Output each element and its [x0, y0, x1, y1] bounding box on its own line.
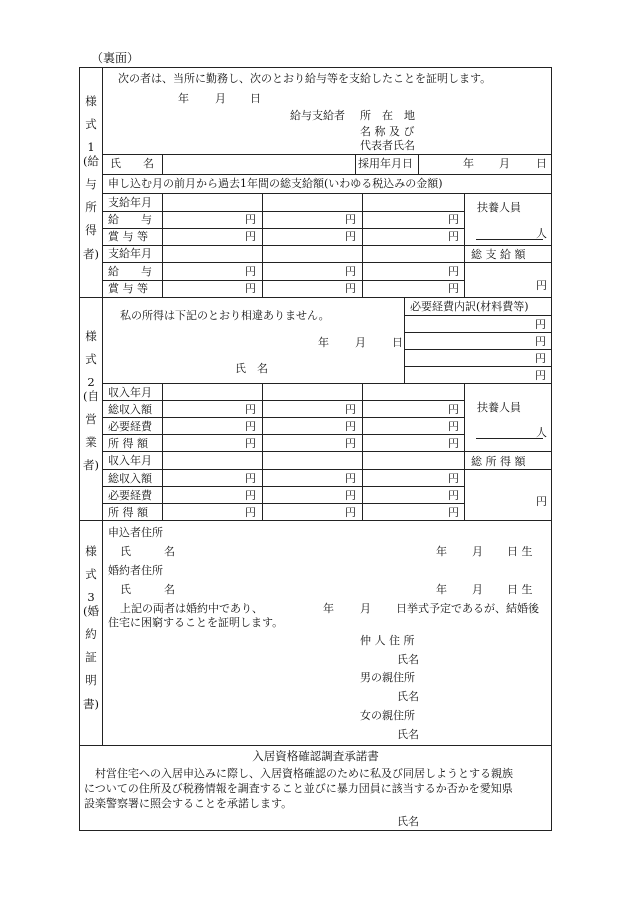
- table-row-label: 支給年月: [108, 247, 152, 260]
- yen-unit: 円: [345, 437, 356, 450]
- yen-unit: 円: [448, 213, 459, 226]
- total-income-unit: 円: [536, 495, 547, 508]
- fiance-name-label: 氏 名: [120, 583, 175, 596]
- yen-unit: 円: [345, 472, 356, 485]
- yen-unit: 円: [535, 318, 546, 331]
- yen-unit: 円: [345, 230, 356, 243]
- table-row-label: 収入年月: [108, 386, 152, 399]
- table-row-label: 支給年月: [108, 196, 152, 209]
- expense-breakdown-title: 必要経費内訳(材料費等): [410, 300, 529, 313]
- consent-title: 入居資格確認調査承諾書: [252, 749, 379, 763]
- table-row-label: 必要経費: [108, 420, 152, 433]
- wedding-year: 年: [323, 602, 334, 615]
- fiance-address-label: 婚約者住所: [108, 564, 163, 577]
- dependents-label: 扶養人員: [477, 401, 521, 414]
- bride-parent-address-label: 女の親住所: [360, 709, 415, 722]
- total-pay-unit: 円: [536, 279, 547, 292]
- employee-name-field[interactable]: [163, 156, 353, 172]
- engagement-text-1b: 日挙式予定であるが、結婚後: [396, 602, 539, 615]
- yen-unit: 円: [245, 489, 256, 502]
- hire-day: 日: [536, 157, 547, 170]
- cert-date-month: 月: [215, 92, 226, 105]
- yen-unit: 円: [345, 489, 356, 502]
- income-statement: 私の所得は下記のとおり相違ありません。: [120, 309, 330, 322]
- yen-unit: 円: [345, 403, 356, 416]
- yen-unit: 円: [535, 369, 546, 382]
- table-row-label: 給 与: [108, 213, 152, 226]
- yen-unit: 円: [535, 335, 546, 348]
- payer-address-label: 所 在 地: [360, 109, 415, 122]
- statement-day: 日: [392, 336, 403, 349]
- applicant-name-label: 氏 名: [120, 545, 175, 558]
- section2-side-label: 様 式 2 (自 営 業 者): [83, 329, 99, 473]
- groom-parent-address-label: 男の親住所: [360, 671, 415, 684]
- fiance-birth-year: 年: [436, 583, 447, 596]
- yen-unit: 円: [245, 472, 256, 485]
- consent-line-2: についての住所及び税務情報を調査すること並びに暴力団員に該当するか否かを愛知県: [84, 782, 513, 795]
- engagement-text-2: 住宅に困窮することを証明します。: [108, 616, 284, 629]
- mediator-name-label: 氏名: [397, 653, 419, 666]
- hire-date-label: 採用年月日: [358, 157, 413, 170]
- bride-parent-name-label: 氏名: [397, 728, 419, 741]
- consent-line-1: 村営住宅への入居申込みに際し、入居資格確認のために私及び同居しようとする親族: [95, 767, 513, 780]
- engagement-text-1a: 上記の両者は婚約中であり、: [120, 602, 263, 615]
- yen-unit: 円: [245, 282, 256, 295]
- payer-name-label-2: 代表者氏名: [360, 139, 415, 152]
- applicant-birth-year: 年: [436, 545, 447, 558]
- wedding-month: 月: [360, 602, 371, 615]
- cert-date-year: 年: [178, 92, 189, 105]
- yen-unit: 円: [245, 265, 256, 278]
- yen-unit: 円: [245, 230, 256, 243]
- table-row-label: 収入年月: [108, 454, 152, 467]
- applicant-birth-month: 月: [472, 545, 483, 558]
- yen-unit: 円: [345, 282, 356, 295]
- statement-month: 月: [355, 336, 366, 349]
- total-pay-description: 申し込む月の前月から過去1年間の総支給額(いわゆる税込みの金額): [108, 177, 443, 190]
- table-row-label: 総収入額: [108, 472, 152, 485]
- payer-label: 給与支給者: [290, 109, 345, 122]
- yen-unit: 円: [535, 352, 546, 365]
- yen-unit: 円: [345, 420, 356, 433]
- table-row-label: 総収入額: [108, 403, 152, 416]
- table-row-label: 賞 与 等: [108, 282, 148, 295]
- cert-date-day: 日: [250, 92, 261, 105]
- table-row-label: 賞 与 等: [108, 230, 148, 243]
- hire-year: 年: [463, 157, 474, 170]
- employment-cert-text: 次の者は、当所に勤務し、次のとおり給与等を支給したことを証明します。: [118, 72, 492, 85]
- yen-unit: 円: [345, 506, 356, 519]
- yen-unit: 円: [245, 420, 256, 433]
- fiance-birth-day: 日 生: [507, 583, 533, 596]
- groom-parent-name-label: 氏名: [397, 690, 419, 703]
- dependents-unit: 人: [536, 426, 547, 439]
- total-pay-label: 総 支 給 額: [471, 248, 526, 261]
- yen-unit: 円: [448, 420, 459, 433]
- section1-side-label: 様 式 1 (給 与 所 得 者): [83, 94, 99, 261]
- dependents-unit: 人: [536, 227, 547, 240]
- consent-name-label: 氏名: [397, 815, 419, 828]
- employee-name-label: 氏 名: [110, 157, 154, 170]
- yen-unit: 円: [448, 230, 459, 243]
- section3-side-label: 様 式 3 (婚 約 証 明 書): [83, 544, 99, 711]
- yen-unit: 円: [345, 213, 356, 226]
- statement-year: 年: [318, 336, 329, 349]
- total-income-label: 総 所 得 額: [471, 455, 526, 468]
- yen-unit: 円: [245, 213, 256, 226]
- page-label: （裏面）: [91, 51, 140, 65]
- applicant-address-label: 申込者住所: [108, 526, 163, 539]
- yen-unit: 円: [448, 489, 459, 502]
- consent-line-3: 設楽警察署に照会することを承諾します。: [84, 797, 293, 810]
- payer-name-label-1: 名 称 及 び: [360, 125, 415, 138]
- table-row-label: 必要経費: [108, 489, 152, 502]
- yen-unit: 円: [245, 437, 256, 450]
- dependents-label: 扶養人員: [477, 201, 521, 214]
- table-row-label: 給 与: [108, 265, 152, 278]
- table-row-label: 所 得 額: [108, 506, 148, 519]
- fiance-birth-month: 月: [472, 583, 483, 596]
- hire-month: 月: [499, 157, 510, 170]
- yen-unit: 円: [345, 265, 356, 278]
- yen-unit: 円: [245, 506, 256, 519]
- applicant-birth-day: 日 生: [507, 545, 533, 558]
- yen-unit: 円: [448, 265, 459, 278]
- yen-unit: 円: [448, 437, 459, 450]
- self-employed-name-label: 氏 名: [235, 362, 268, 375]
- table-row-label: 所 得 額: [108, 437, 148, 450]
- yen-unit: 円: [448, 472, 459, 485]
- yen-unit: 円: [448, 506, 459, 519]
- yen-unit: 円: [448, 403, 459, 416]
- yen-unit: 円: [448, 282, 459, 295]
- mediator-address-label: 仲 人 住 所: [360, 634, 415, 647]
- yen-unit: 円: [245, 403, 256, 416]
